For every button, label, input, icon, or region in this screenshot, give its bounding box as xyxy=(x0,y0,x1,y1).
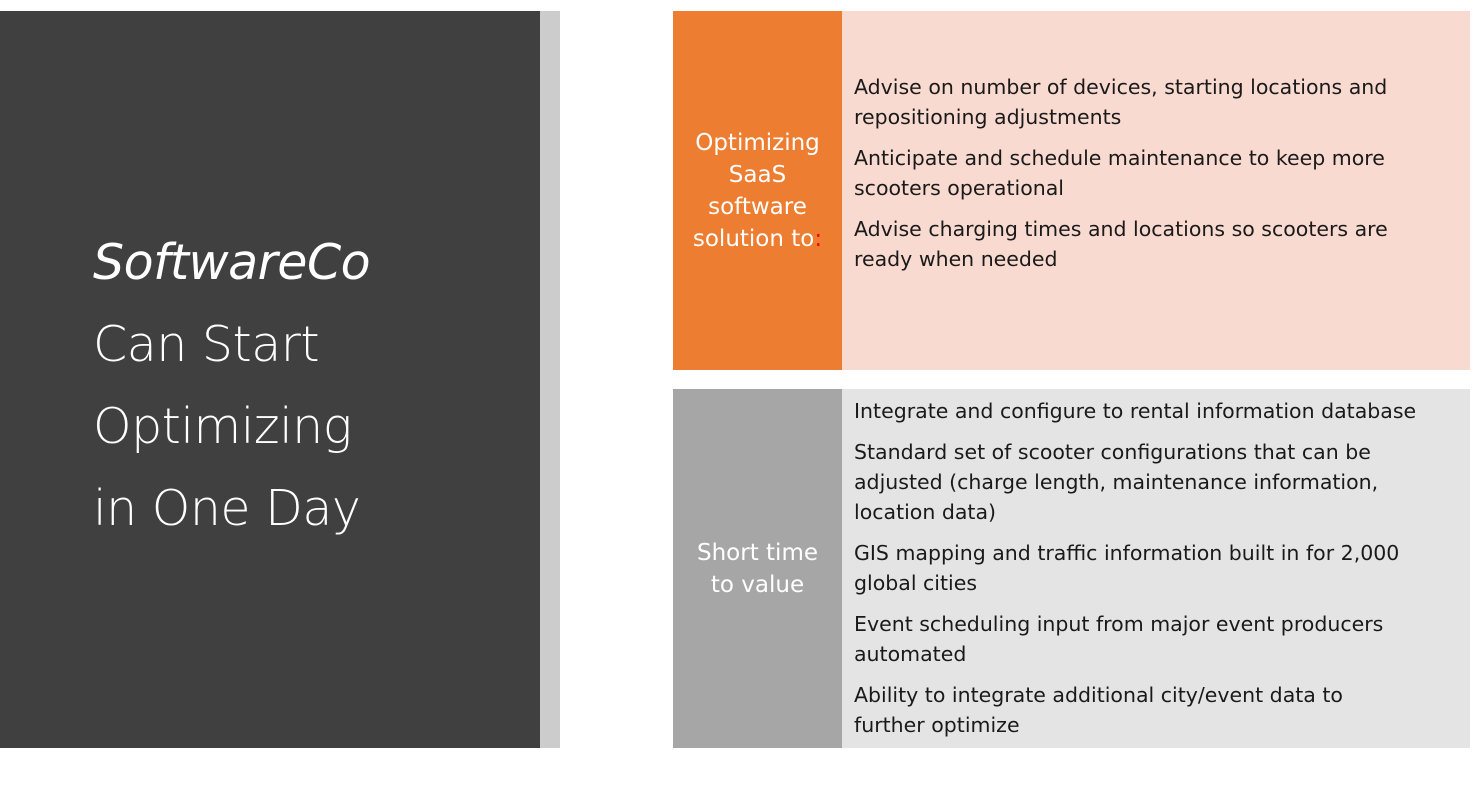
optimizing-label-line-2: SaaS xyxy=(728,161,787,188)
ttv-item-4-line-2: automated xyxy=(854,642,967,666)
time-to-value-item xyxy=(854,437,1464,527)
optimizing-item-3-line-2: ready when needed xyxy=(854,247,1058,271)
ttv-item-4-line-1: Event scheduling input from major event producers xyxy=(854,612,1384,636)
optimizing-content xyxy=(842,11,1470,370)
ttv-item-3-line-1: GIS mapping and traffic information built in for 2,000 xyxy=(854,541,1400,565)
ttv-item-2-line-1: Standard set of scooter configurations that can be xyxy=(854,440,1371,464)
ttv-item-2-line-3: location data) xyxy=(854,500,997,524)
optimizing-item xyxy=(854,72,1464,132)
optimizing-item-1-line-2: repositioning adjustments xyxy=(854,105,1122,129)
time-to-value-label xyxy=(691,537,824,601)
time-to-value-label-line-2: to value xyxy=(710,571,805,598)
title-line-3: Optimizing xyxy=(93,398,352,455)
ttv-item-1-line-1: Integrate and configure to rental information database xyxy=(854,399,1417,423)
time-to-value-content xyxy=(842,389,1470,748)
optimizing-item-2-line-2: scooters operational xyxy=(854,176,1064,200)
optimizing-item-1-line-1: Advise on number of devices, starting locations and xyxy=(854,75,1388,99)
ttv-item-5-line-1: Ability to integrate additional city/event data to xyxy=(854,683,1343,707)
time-to-value-label-line-1: Short time xyxy=(697,539,818,566)
ttv-item-2-line-2: adjusted (charge length, maintenance information, xyxy=(854,470,1379,494)
time-to-value-label-cell xyxy=(673,389,842,748)
title-accent-bar xyxy=(540,11,560,748)
time-to-value-block xyxy=(673,389,1470,748)
optimizing-label-line-3: software xyxy=(708,193,807,220)
optimizing-label-colon: : xyxy=(814,225,823,252)
optimizing-label xyxy=(687,127,828,255)
optimizing-item xyxy=(854,143,1464,203)
time-to-value-item xyxy=(854,538,1464,598)
title-brand: SoftwareCo xyxy=(93,234,371,291)
ttv-item-5-line-2: further optimize xyxy=(854,713,1020,737)
time-to-value-item xyxy=(854,609,1464,669)
optimizing-label-line-4: solution to xyxy=(692,225,815,252)
optimizing-label-line-1: Optimizing xyxy=(695,129,820,156)
slide-title xyxy=(93,222,533,550)
optimizing-item-3-line-1: Advise charging times and locations so scooters are xyxy=(854,217,1388,241)
optimizing-item xyxy=(854,214,1464,274)
time-to-value-item xyxy=(854,680,1464,740)
optimizing-block xyxy=(673,11,1470,370)
optimizing-item-2-line-1: Anticipate and schedule maintenance to keep more xyxy=(854,146,1385,170)
time-to-value-item xyxy=(854,396,1464,426)
optimizing-label-cell xyxy=(673,11,842,370)
title-line-4: in One Day xyxy=(93,480,361,537)
title-line-2: Can Start xyxy=(93,316,320,373)
ttv-item-3-line-2: global cities xyxy=(854,571,978,595)
